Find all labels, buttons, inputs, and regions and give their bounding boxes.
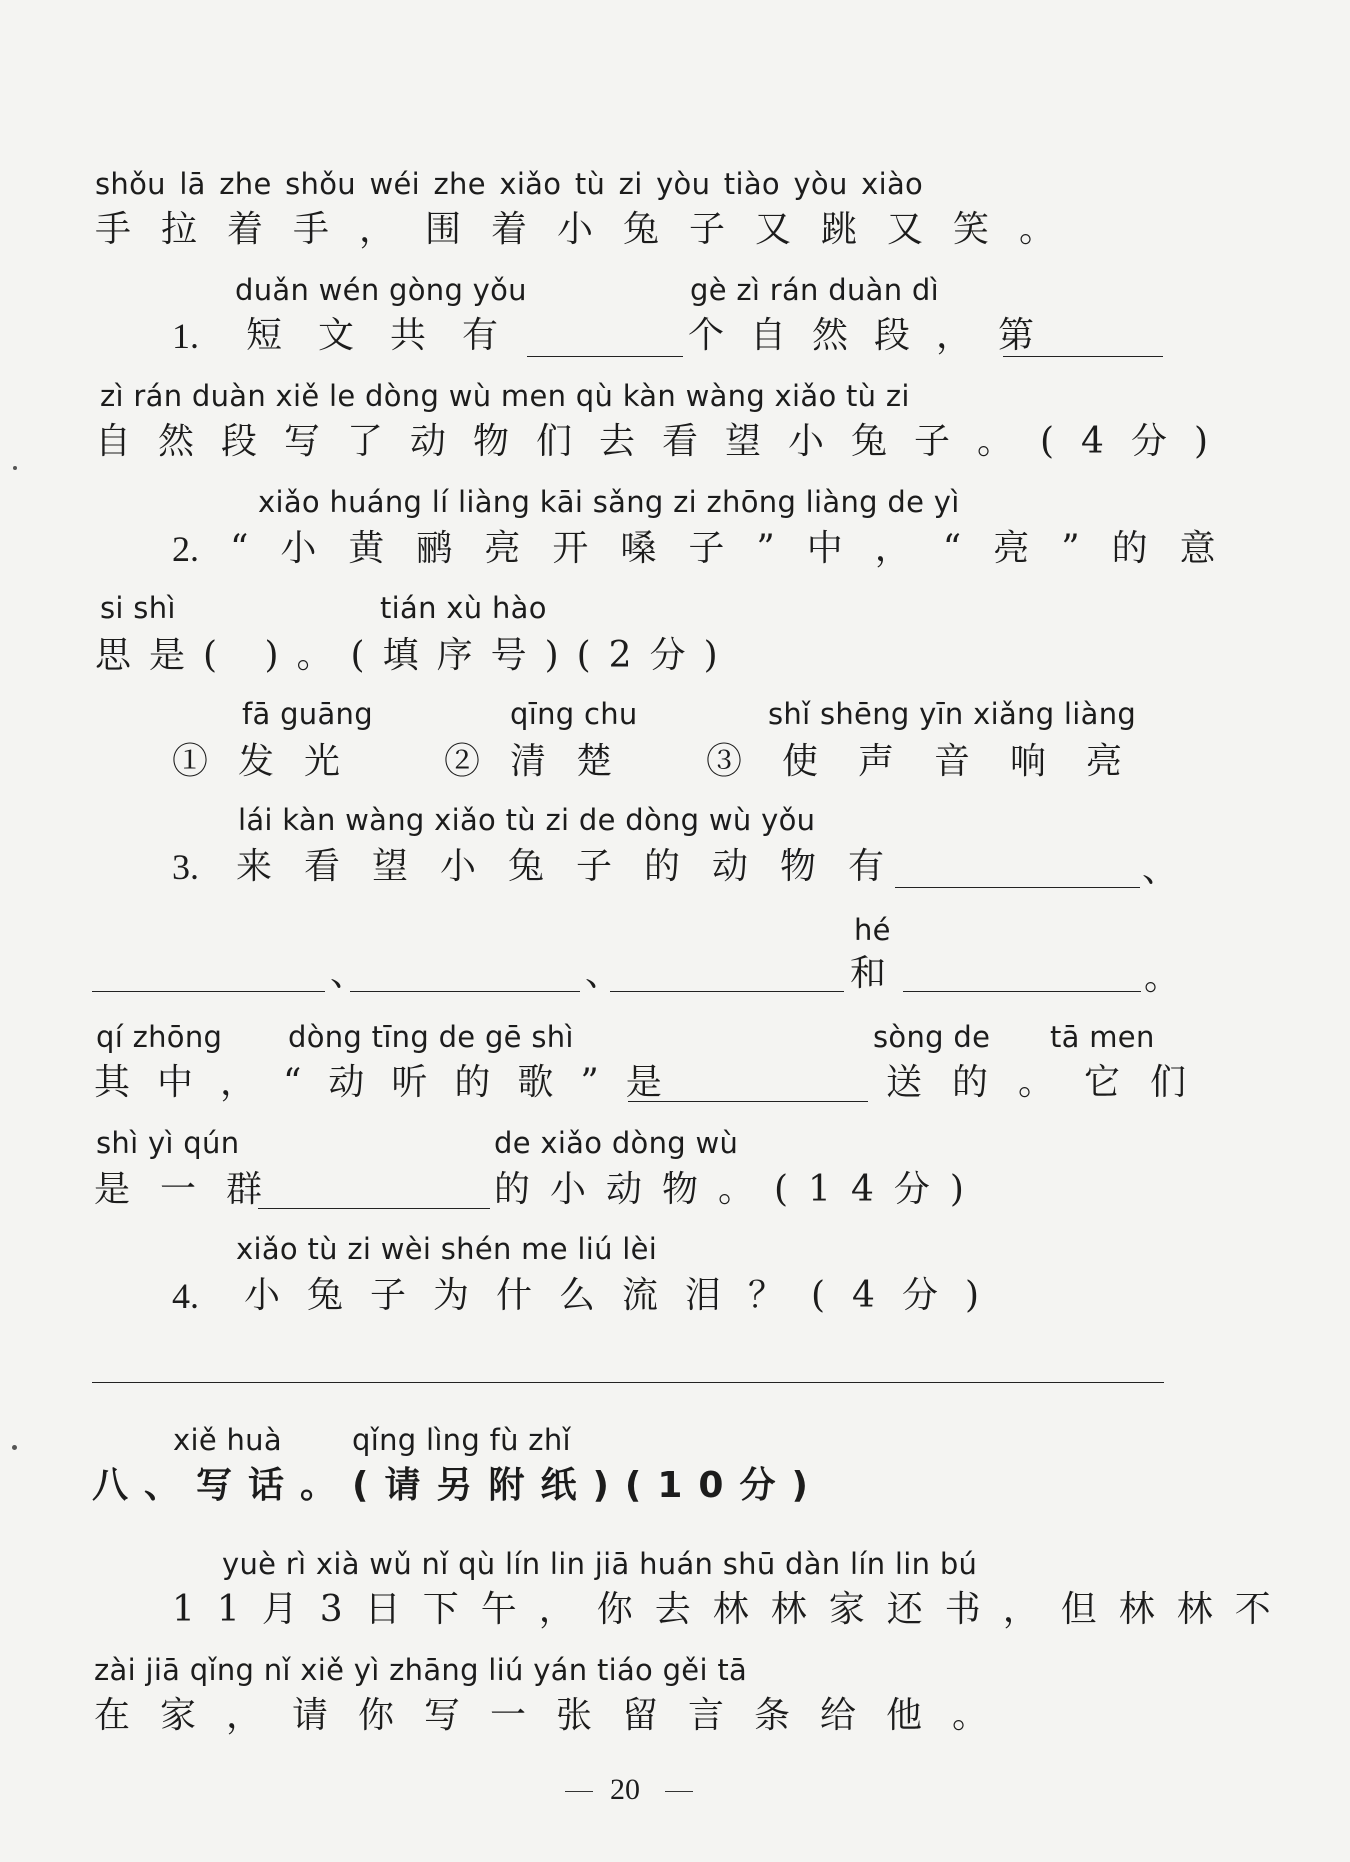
q2-pinyin-b-1: si shì: [100, 591, 176, 625]
q2-text-a: “小黄鹂亮开嗓子”中，“亮”的意: [230, 528, 1248, 569]
q2-option-1: ①发光: [172, 741, 371, 782]
margin-dot: [12, 1445, 17, 1450]
q3-pinyin-he: hé: [854, 913, 891, 947]
q1-pinyin-a: duǎn wén gòng yǒu: [235, 273, 527, 307]
q4-pinyin: xiǎo tù zi wèi shén me liú lèi: [236, 1232, 658, 1266]
q3-blank-animal-1[interactable]: [895, 887, 1140, 888]
q3-pinyin-c-4: tā men: [1050, 1020, 1155, 1054]
q4-answer-line[interactable]: [92, 1382, 1164, 1383]
section8-title: 八、写话。(请另附纸)(10分): [92, 1465, 824, 1506]
q3-blank-animal-3[interactable]: [350, 991, 580, 992]
footer-dash-right: [665, 1791, 693, 1792]
q3-blank-animal-2[interactable]: [92, 991, 325, 992]
q2-option-2: ②清楚: [444, 741, 643, 782]
q3-text-c-1: 其中，“动听的歌”是: [94, 1062, 689, 1103]
q1-text-c: 自然段写了动物们去看望小兔子。(4分): [95, 421, 1235, 462]
q3-comma-1: 、: [1142, 849, 1179, 890]
q1-text-b: 个自然段，第: [688, 315, 1061, 356]
q1-pinyin-b: gè zì rán duàn dì: [690, 273, 939, 307]
section8-pinyin-2: qǐng lìng fù zhǐ: [352, 1423, 571, 1457]
q3-pinyin-c-2: dòng tīng de gē shì: [288, 1020, 574, 1054]
page-number: 20: [610, 1773, 640, 1806]
section8-text-a: 11月3日下午，你去林林家还书，但林林不: [172, 1589, 1293, 1630]
q3-text-he: 和: [850, 953, 887, 994]
q3-comma-2: 、: [330, 953, 367, 994]
q3-comma-3: 、: [585, 953, 622, 994]
q3-pinyin-d-2: de xiǎo dòng wù: [494, 1126, 739, 1160]
q1-text-a: 短文共有: [246, 315, 535, 356]
q3-period: 。: [1144, 957, 1181, 998]
section8-pinyin-b: zài jiā qǐng nǐ xiě yì zhāng liú yán tiáo gěi tā: [94, 1653, 748, 1687]
section8-text-b: 在家，请你写一张留言条给他。: [94, 1695, 1019, 1736]
q3-blank-description[interactable]: [258, 1208, 490, 1209]
section8-pinyin-1: xiě huà: [173, 1423, 282, 1457]
q3-pinyin-c-1: qí zhōng: [96, 1020, 223, 1054]
q3-pinyin-d-1: shì yì qún: [96, 1126, 240, 1160]
q4-number: 4.: [172, 1276, 199, 1316]
margin-dot: [13, 466, 17, 470]
q3-blank-singer[interactable]: [628, 1101, 868, 1102]
q2-option-1-pinyin: fā guāng: [242, 697, 373, 731]
q3-text-a: 来看望小兔子的动物有: [236, 846, 917, 887]
q3-text-c-2: 送的。它们: [886, 1062, 1217, 1103]
q2-number: 2.: [172, 529, 199, 569]
q1-blank-paragraph-count[interactable]: [527, 356, 683, 357]
intro-text: 手拉着手，围着小兔子又跳又笑。: [95, 209, 1086, 250]
q3-blank-animal-5[interactable]: [903, 991, 1141, 992]
q1-number: 1.: [172, 316, 199, 356]
q3-blank-animal-4[interactable]: [610, 991, 844, 992]
q2-pinyin-a: xiǎo huáng lí liàng kāi sǎng zi zhōng liàng de yì: [258, 485, 960, 519]
q3-text-d-2: 的小动物。(14分): [494, 1169, 984, 1210]
q1-blank-paragraph-index[interactable]: [1003, 356, 1163, 357]
section8-pinyin-a: yuè rì xià wǔ nǐ qù lín lin jiā huán shū dàn lín lin bú: [222, 1547, 978, 1581]
q4-text: 小兔子为什么流泪？(4分): [244, 1275, 1006, 1316]
q3-text-d-1: 是一群: [94, 1169, 293, 1210]
q2-pinyin-b-2: tián xù hào: [380, 591, 547, 625]
q3-pinyin-c-3: sòng de: [873, 1020, 991, 1054]
q3-number: 3.: [172, 847, 199, 887]
q2-option-3: ③使声音响亮: [706, 741, 1163, 782]
intro-pinyin: shǒu lā zhe shǒu wéi zhe xiǎo tù zi yòu tiào yòu xiào: [95, 167, 924, 201]
q3-pinyin-a: lái kàn wàng xiǎo tù zi de dòng wù yǒu: [238, 803, 816, 837]
footer-dash-left: [565, 1791, 593, 1792]
q2-text-b: 思是( )。(填序号)(2分): [95, 635, 736, 676]
q2-option-3-pinyin: shǐ shēng yīn xiǎng liàng: [768, 697, 1137, 731]
q1-pinyin-c: zì rán duàn xiě le dòng wù men qù kàn wàng xiǎo tù zi: [100, 379, 910, 413]
q2-option-2-pinyin: qīng chu: [510, 697, 638, 731]
